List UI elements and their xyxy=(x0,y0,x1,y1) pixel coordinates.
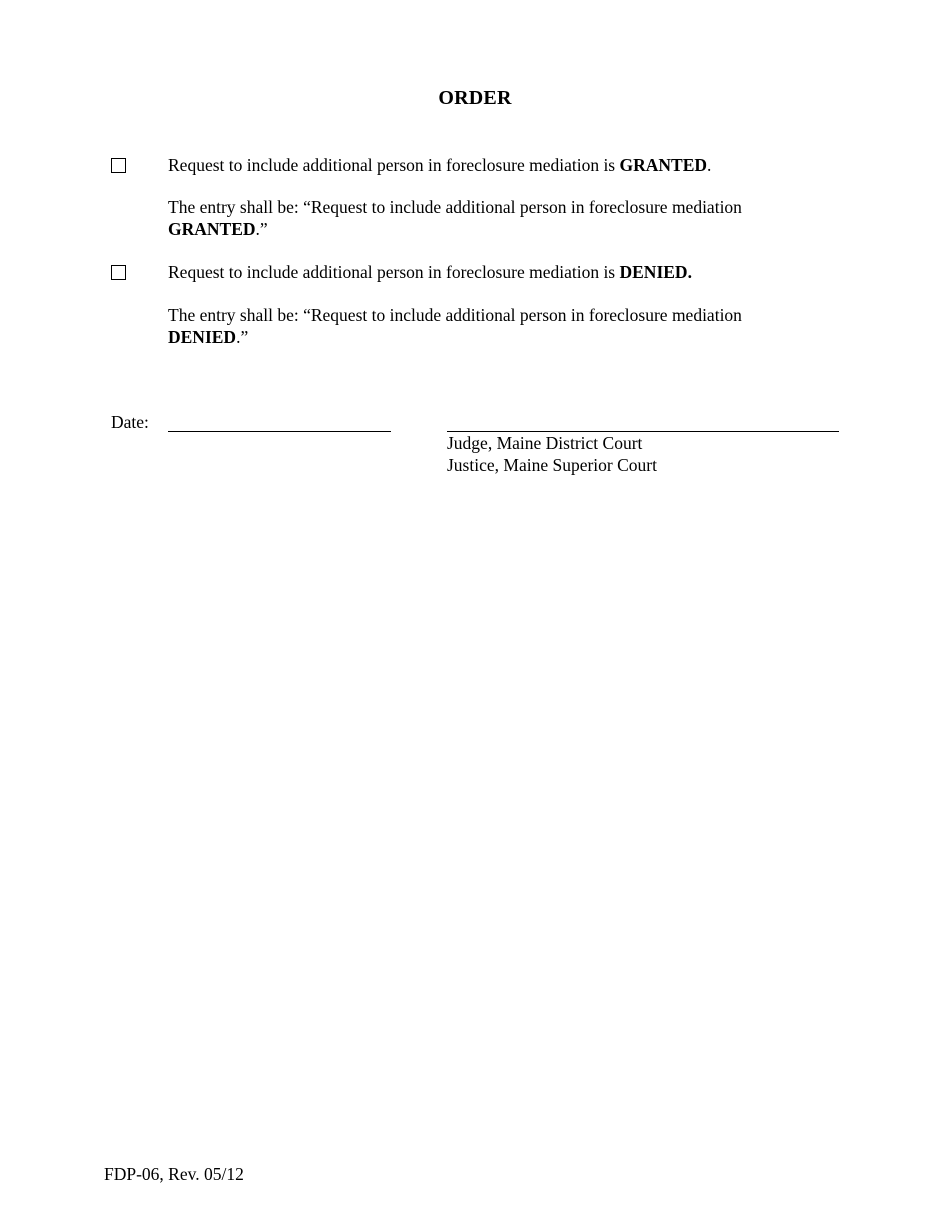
granted-statement-text: Request to include additional person in foreclosure mediation is xyxy=(168,155,620,175)
granted-entry-bold: GRANTED xyxy=(168,219,256,239)
granted-statement xyxy=(168,154,711,176)
granted-entry-line-1: The entry shall be: “Request to include additional person in foreclosure mediation xyxy=(168,197,742,217)
date-label: Date: xyxy=(111,412,149,432)
granted-statement-suffix: . xyxy=(707,155,712,175)
granted-entry-line-2 xyxy=(168,218,268,240)
order-title: ORDER xyxy=(438,87,512,109)
denied-entry-line-1: The entry shall be: “Request to include additional person in foreclosure mediation xyxy=(168,305,742,325)
signature-title-superior: Justice, Maine Superior Court xyxy=(447,455,657,475)
denied-statement xyxy=(168,261,692,283)
denied-statement-text: Request to include additional person in foreclosure mediation is xyxy=(168,262,620,282)
signature-title-district: Judge, Maine District Court xyxy=(447,433,643,453)
denied-checkbox[interactable] xyxy=(111,265,126,280)
denied-entry-bold: DENIED xyxy=(168,327,237,347)
denied-entry-line-2 xyxy=(168,326,248,348)
date-line[interactable] xyxy=(168,431,391,432)
denied-statement-bold: DENIED. xyxy=(619,262,692,282)
denied-entry-suffix: .” xyxy=(236,327,249,347)
granted-checkbox[interactable] xyxy=(111,158,126,173)
granted-statement-bold: GRANTED xyxy=(619,155,708,175)
granted-entry-suffix: .” xyxy=(255,219,268,239)
form-footer: FDP-06, Rev. 05/12 xyxy=(104,1164,244,1184)
